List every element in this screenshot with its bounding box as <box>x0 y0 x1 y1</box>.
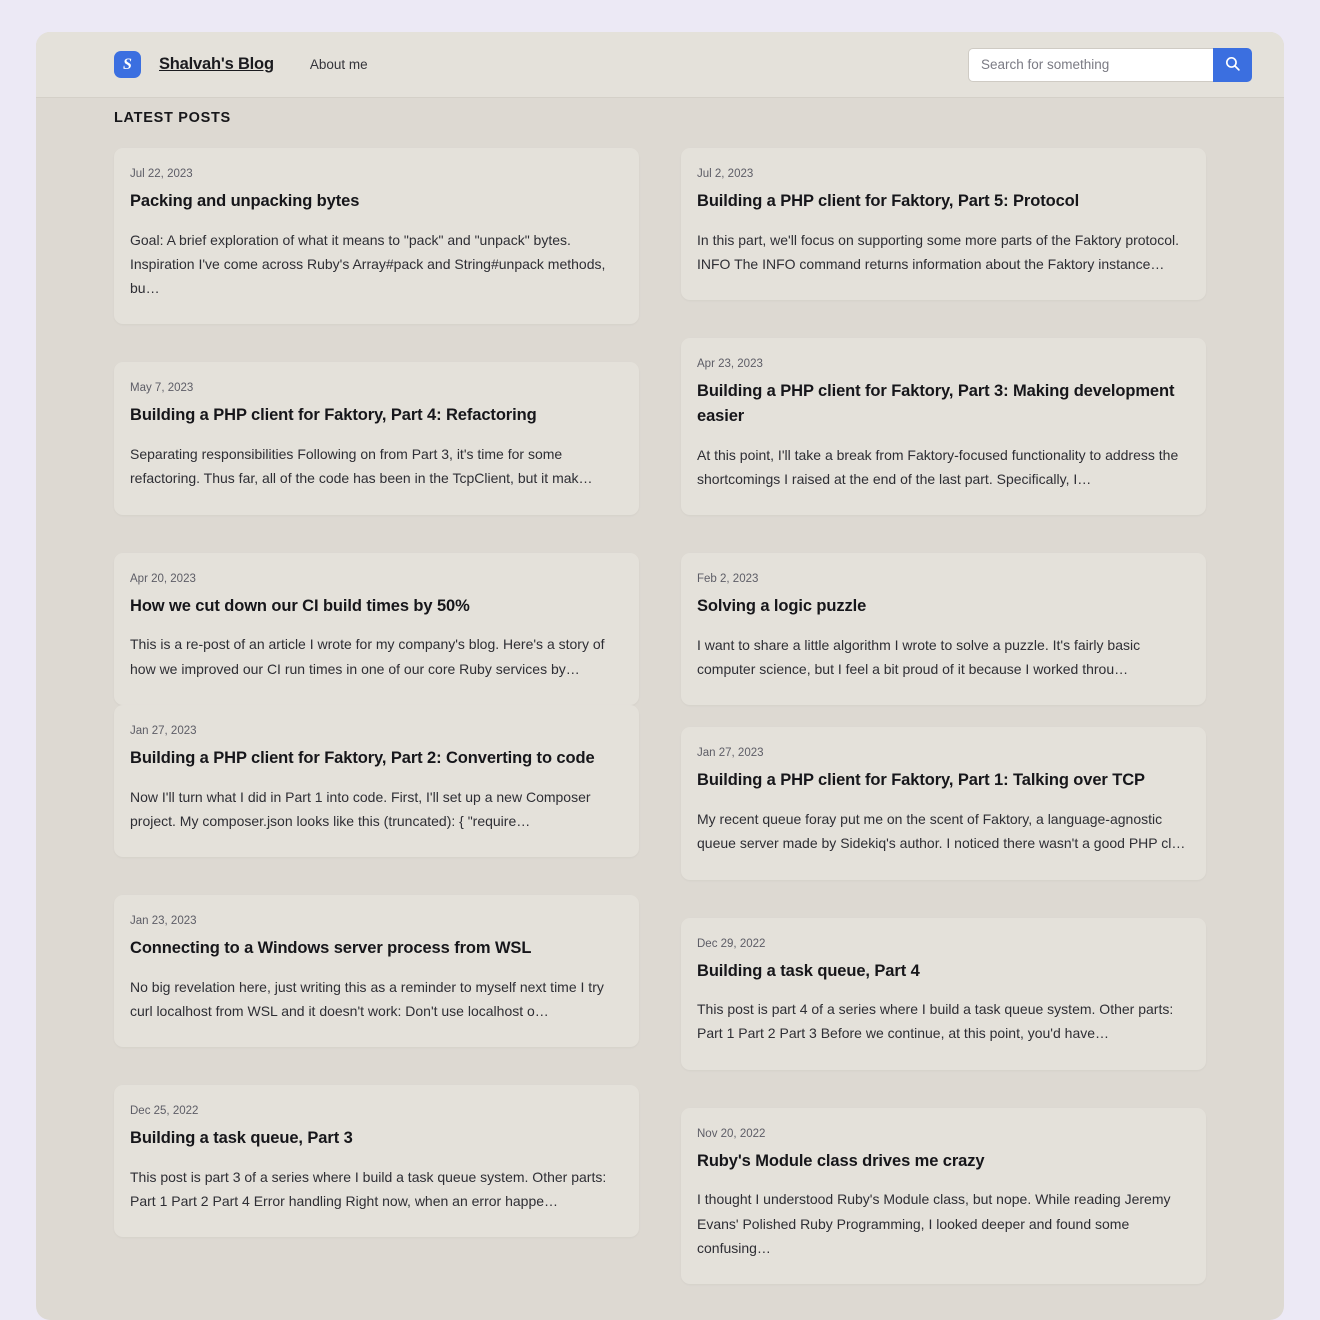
post-date: Nov 20, 2022 <box>697 1127 766 1140</box>
post-card[interactable] <box>681 1108 1206 1284</box>
post-title[interactable]: Building a PHP client for Faktory, Part 2: Converting to code <box>130 748 595 767</box>
post-excerpt: Goal: A brief exploration of what it means to "pack" and "unpack" bytes. Inspiration I've come across Ruby's Array#pack and String#unpack methods, bu… <box>130 231 606 297</box>
post-date: Jul 22, 2023 <box>130 168 193 180</box>
post-title[interactable]: Building a task queue, Part 3 <box>130 1129 353 1148</box>
site-logo-icon[interactable]: S <box>114 51 141 78</box>
post-date: Apr 20, 2023 <box>130 572 196 585</box>
post-excerpt: I want to share a little algorithm I wrote to solve a puzzle. It's fairly basic computer science, but I feel a bit proud of it because I worked throu… <box>697 636 1141 678</box>
post-title[interactable]: Ruby's Module class drives me crazy <box>697 1151 985 1170</box>
post-excerpt: My recent queue foray put me on the scent of Faktory, a language-agnostic queue server made by Sidekiq's author. I noticed there wasn't a good PHP cl… <box>697 811 1186 852</box>
search-button[interactable] <box>1213 48 1252 82</box>
post-excerpt: Separating responsibilities Following on from Part 3, it's time for some refactoring. Thus far, all of the code has been in the TcpClient, but it mak… <box>130 446 593 487</box>
search-bar <box>968 48 1252 82</box>
post-excerpt: No big revelation here, just writing this as a reminder to myself next time I try curl localhost from WSL and it doesn't work: Don't use localhost o… <box>130 978 604 1019</box>
post-title[interactable]: Packing and unpacking bytes <box>130 192 360 210</box>
post-date: Feb 2, 2023 <box>697 573 759 586</box>
post-card[interactable] <box>681 727 1206 879</box>
main-content <box>36 98 1284 1320</box>
post-card[interactable] <box>114 148 639 324</box>
site-title[interactable]: Shalvah's Blog <box>159 55 274 73</box>
post-date: May 7, 2023 <box>130 382 194 395</box>
posts-column-right <box>681 148 1206 1320</box>
post-card[interactable] <box>114 705 639 857</box>
post-date: Jan 27, 2023 <box>130 724 197 737</box>
post-card[interactable] <box>681 148 1206 300</box>
blog-page <box>36 32 1284 1320</box>
post-card[interactable] <box>681 918 1206 1070</box>
post-title[interactable]: Building a PHP client for Faktory, Part 3: Making development easier <box>697 382 1175 425</box>
post-excerpt: At this point, I'll take a break from Faktory-focused functionality to address the shortcomings I raised at the end of the last part. Specifically, I… <box>697 446 1179 487</box>
post-card[interactable] <box>114 553 639 705</box>
post-title[interactable]: Building a task queue, Part 4 <box>697 961 920 980</box>
post-title[interactable]: Building a PHP client for Faktory, Part 1: Talking over TCP <box>697 771 1145 790</box>
post-card[interactable] <box>114 1085 639 1237</box>
nav-link-about-me[interactable]: About me <box>309 57 368 72</box>
post-card[interactable] <box>681 553 1206 705</box>
post-title[interactable]: Building a PHP client for Faktory, Part 5: Protocol <box>697 192 1080 210</box>
post-date: Jan 23, 2023 <box>130 914 197 927</box>
post-date: Jan 27, 2023 <box>697 747 764 760</box>
site-header <box>36 32 1284 98</box>
post-date: Jul 2, 2023 <box>697 168 754 180</box>
post-title[interactable]: Solving a logic puzzle <box>697 597 867 616</box>
post-date: Apr 23, 2023 <box>697 358 763 371</box>
post-excerpt: In this part, we'll focus on supporting some more parts of the Faktory protocol. INFO The INFO command returns information about the Faktory instance… <box>697 231 1180 272</box>
post-date: Dec 25, 2022 <box>130 1105 199 1118</box>
post-excerpt: This is a re-post of an article I wrote for my company's blog. Here's a story of how we improved our CI run times in one of our core Ruby services by… <box>130 636 605 677</box>
post-title[interactable]: Connecting to a Windows server process from WSL <box>130 938 532 957</box>
search-input[interactable] <box>968 48 1213 82</box>
post-title[interactable]: Building a PHP client for Faktory, Part 4: Refactoring <box>130 406 537 425</box>
post-excerpt: This post is part 3 of a series where I build a task queue system. Other parts: Part 1 Part 2 Part 4 Error handling Right now, when an error happe… <box>130 1168 607 1210</box>
post-excerpt: This post is part 4 of a series where I build a task queue system. Other parts: Part 1 Part 2 Part 3 Before we continue, at this point, you'd have… <box>697 1001 1174 1042</box>
post-card[interactable] <box>114 895 639 1047</box>
page-title: LATEST POSTS <box>114 110 231 126</box>
post-excerpt: Now I'll turn what I did in Part 1 into code. First, I'll set up a new Composer project. My composer.json looks like this (truncated): { "require… <box>130 788 591 829</box>
post-title[interactable]: How we cut down our CI build times by 50% <box>130 596 470 615</box>
posts-grid <box>114 148 1206 1320</box>
post-card[interactable] <box>681 338 1206 515</box>
post-date: Dec 29, 2022 <box>697 937 766 950</box>
posts-column-left <box>114 148 639 1275</box>
post-excerpt: I thought I understood Ruby's Module class, but nope. While reading Jeremy Evans' Polished Ruby Programming, I looked deeper and found some confusing… <box>697 1191 1171 1256</box>
search-icon <box>1224 55 1241 75</box>
post-card[interactable] <box>114 362 639 514</box>
